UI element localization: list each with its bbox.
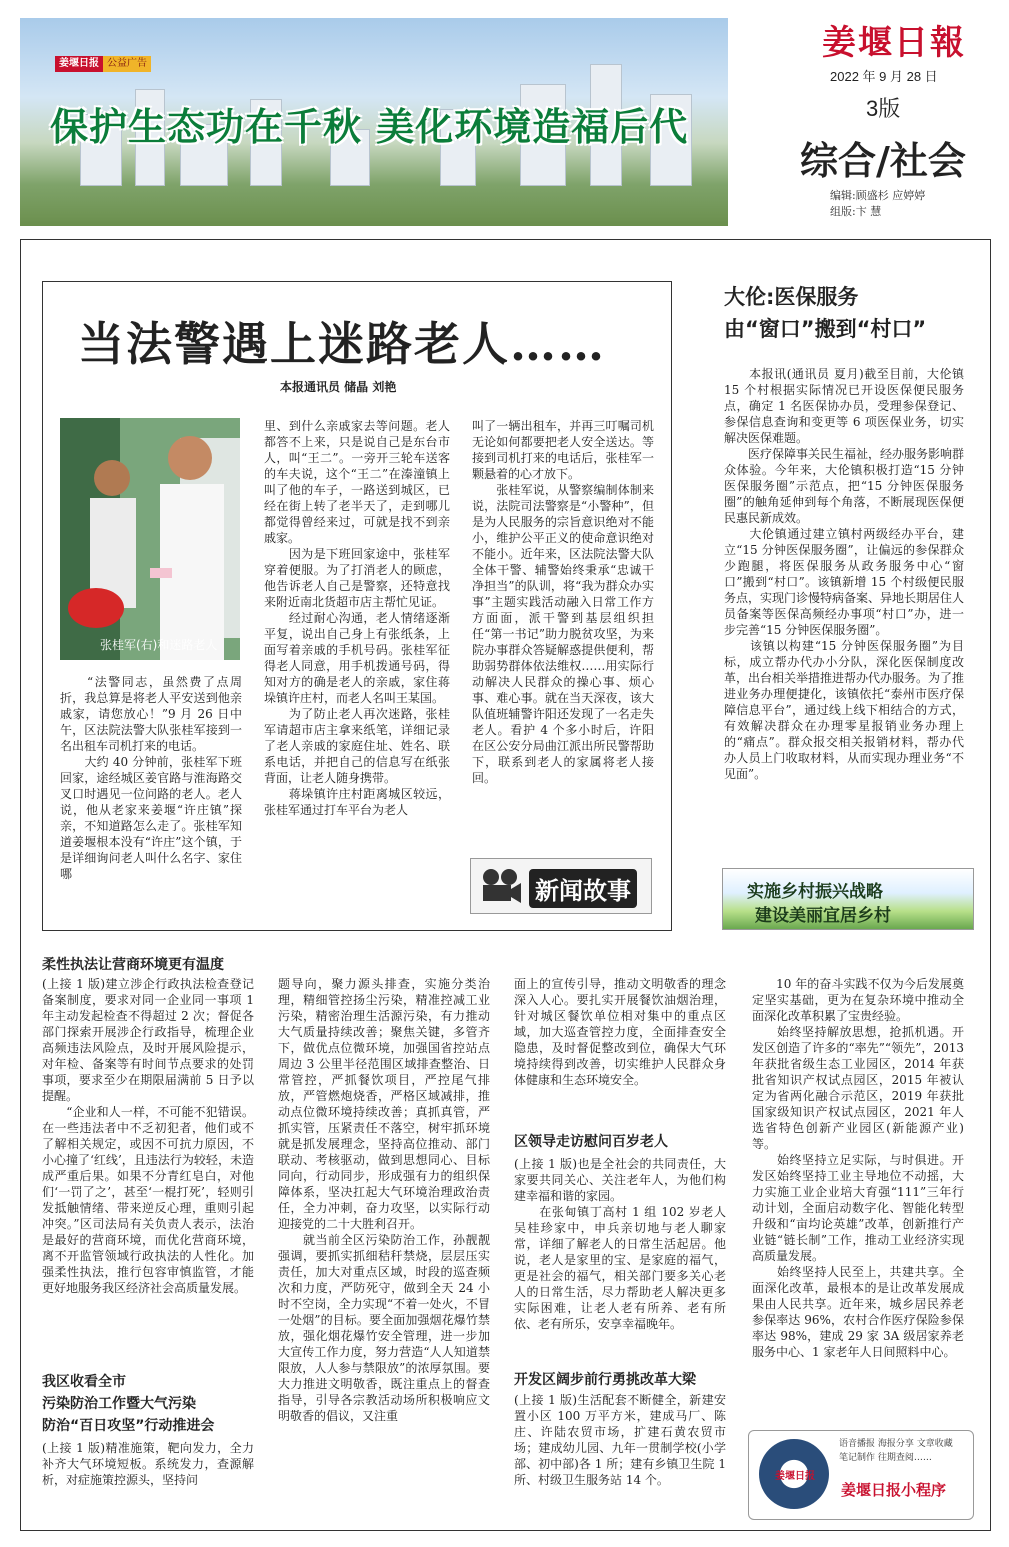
side-headline-line: 由“窗口”搬到“村口” [724,317,927,341]
banner-tag-paper: 姜堰日报 [55,56,103,72]
feature-column-3: 叫了一辆出租车，并再三叮嘱司机无论如何都要把老人安全送达。等接到司机打来的电话后，张桂军一颗悬着的心才放下。 张桂军说，从警察编制体制来说，法院司法警察是“小警种”，但是为人民服务的宗旨意识绝对不能小，维护公平正义的使命意识绝对不能小。近年来，区法院法警大队全体干警、辅警始终秉承“忠诚干净担当”的队训，将“我为群众办实事”主题实践活动融入日常工作方方面面，派干警到基层组织担任“第一书记”助力脱贫攻坚，为来院办事群众答疑解惑提供便利，帮助弱势群体依法维权……用实际行动解决人民群众的操心事、烦心事、难心事。就在当天深夜，该大队值班辅警许阳还发现了一名走失老人。看护 4 个多小时后，许阳在区公安分局曲江派出所民警帮助下，联系到老人的家属将老人接回。 [472,419,654,785]
editors-line: 编辑:顾盛杉 应婷婷 [830,189,926,202]
masthead-logo: 姜堰日報 [822,23,966,63]
feature-byline: 本报通讯员 储晶 刘艳 [280,380,397,394]
edition-number: 3版 [866,96,901,121]
miniprogram-features [839,1437,969,1465]
article-title: 柔性执法让营商环境更有温度 [42,957,224,973]
side-article-body: 本报讯(通讯员 夏月)截至目前，大伦镇 15 个村根据实际情况已开设医保便民服务点，确定 1 名医保协办员，受理参保登记、参保信息查询和变更等 6 项医保业务，切实解决医保难题。 医疗保障事关民生福祉，经办服务影响群众体验。今年来，大伦镇积极打造“15 分钟医保服务圈”示范点，把“15 分钟医保服务圈”的触角延伸到每个角落，不断展现医保便民惠民新成效。 大伦镇通过建立镇村两级经办平台，建立“15 分钟医保服务圈”，让偏远的参保群众少跑腿，将医保服务从政务服务中心“窗口”搬到“村口”。该镇新增 15 个村级便民服务点，实现门诊慢特病备案、异地长期居住人员备案等医保高频经办事项“村口”办，进一步完善“15 分钟医保服务圈”。 该镇以构建“15 分钟医保服务圈”为目标，成立帮办代办小分队，深化医保制度改革，出台相关举措推进帮办代办服务。为了推进业务办理便捷化，该镇依托“泰州市医疗保障信息平台”，通过线上线下相结合的方式，有效解决群众在办理零星报销业务办理上的“痛点”。群众报交相关报销材料，帮办代办人员上门收取材料，从而实现办理业务“不见面”。 [724,367,965,781]
article-body: (上接 1 版)生活配套不断健全，新建安置小区 100 万平方米，建成马厂、陈庄、许陆农贸市场，扩建石黄农贸市场；建成幼儿园、九年一贯制学校(小学部、初中部)各 1 所；建有乡镇卫生院 1 所、村级卫生服务站 14 个。 [514,1393,730,1487]
feature-column-1: “法警同志，虽然费了点周折，我总算是将老人平安送到他亲戚家，请您放心！”9 月 26 日中午，区法院法警大队张桂军接到一名出租车司机打来的电话。 大约 40 分钟前，张桂军下班回家，途经城区姜官路与淮海路交叉口时遇见一位问路的老人。老人说，他从老家来姜堰“许庄镇”探亲，不知道路怎么走了。张桂军知道姜堰根本没有“许庄”这个镇，于是详细询问老人叫什么名字、家住哪 [60,675,242,881]
miniprogram-name: 姜堰日报小程序 [841,1481,947,1499]
feature-headline: 当法警遇上迷路老人…… [78,317,606,371]
features-line: 语音播报 海报分享 文章收藏 [839,1439,953,1449]
issue-date: 2022 年 9 月 28 日 [830,69,938,84]
miniprogram-box [748,1430,974,1520]
article-body-continued: 10 年的奋斗实践不仅为今后发展奠定坚实基础，更为在复杂环境中推动全面深化改革积累了宝贵经验。 始终坚持解放思想，抢抓机遇。开发区创造了许多的“率先”“领先”，2013 年获批省级生态工业园区，2014 年获批省知识产权试点园区，2015 年被认定为省两化融合示范区，2019 年获批国家级知识产权试点园区，2021 年人选省特色创新产业园区(新能源产业)等。 始终坚持立足实际，与时俱进。开发区始终坚持工业主导地位不动摇，大力实施工业企业培大育强“111”三年行动计划，全面启动数字化、智能化转型升级和“亩均论英雄”改革，创新推行产业链“链长制”工作，推动工业经济实现高质量发展。 始终坚持人民至上，共建共享。全面深化改革，最根本的是让改革发展成果由人民共享。近年来，城乡居民养老参保率达 96%，农村合作医疗保险参保率达 98%，建成 29 家 3A 级居家养老服务中心、1 家老年人日间照料中心。 [752,977,964,1359]
article-title: 区领导走访慰问百岁老人 [514,1134,668,1150]
article-body: (上接 1 版)精准施策，靶向发力，全力补齐大气环境短板。系统发力，查源解析，对症施策控源头，坚持问 [42,1441,254,1487]
qr-logo-text: 姜堰日报 [775,1471,815,1482]
features-line: 笔记制作 往期查阅…… [839,1453,932,1463]
section-title: 综合/社会 [800,138,966,183]
layout-editor-line: 组版:卞 慧 [830,205,882,218]
side-headline [724,281,926,345]
article-title: 污染防治工作暨大气污染 [42,1396,196,1412]
banner-tag [55,56,151,72]
article-body: (上接 1 版)建立涉企行政执法检查登记备案制度，要求对同一企业同一事项 1 年主动发起检查不得超过 2 次；督促各部门探索开展涉企行政指导，梳理企业高频违法风险点，及时开展风险提示，对年检、备案等有时间节点要求的处罚事项，要求至少在期限届满前 5 日予以提醒。 “企业和人一样，不可能不犯错误。在一些违法者中不乏初犯者，他们或不了解相关规定，或因不可抗力原因，不小心撞了‘红线’，且违法行为较轻，未造成严重后果。如果不分青红皂白，对他们‘一罚了之’，甚至‘一棍打死’，轻则引发抵触情绪、带来逆反心理，重则引起冲突。”区司法局有关负责人表示，法治是最好的营商环境，而优化营商环境，离不开监管领域行政执法的人性化。加强柔性执法，推行包容审慎监管，才能更好地服务我区经济社会高质量发展。 [42,977,254,1295]
article-body-continued: 面上的宣传引导，推动文明敬香的理念深入人心。要扎实开展餐饮油烟治理，针对城区餐饮单位相对集中的重点区域，加大巡查管控力度，全面排查安全隐患，及时督促整改到位，确保大气环境持续得到改善，切实维护人民群众身体健康和生态环境安全。 [514,977,726,1087]
feature-photo [60,418,240,660]
news-story-badge [470,858,652,914]
article-body: (上接 1 版)也是全社会的共同责任，大家要共同关心、关注老年人，为他们构建幸福和谐的家园。 在张甸镇丁高村 1 组 102 岁老人吴桂珍家中，申兵亲切地与老人聊家常，详细了解老人的日常生活起居。他说，老人是家里的宝、是家庭的福气，更是社会的福气，相关部门要多关心老人的日常生活，尽力帮助老人解决更多实际困难，让老人老有所养、老有所依、老有所乐，安享幸福晚年。 [514,1157,726,1331]
article-title: 我区收看全市 [42,1374,126,1390]
editors-credit [830,188,925,220]
side-headline-line: 大伦:医保服务 [724,285,859,309]
article-title: 开发区阔步前行勇挑改革大梁 [514,1372,696,1388]
news-story-label: 新闻故事 [529,869,637,908]
rural-revitalization-ad [722,868,974,930]
video-camera-icon [479,867,523,905]
banner-tag-ad: 公益广告 [103,56,151,72]
public-service-ad-banner [20,18,728,226]
ad-line: 实施乡村振兴战略 [747,882,883,902]
photo-caption: 张桂军(右)和迷路老人 [100,638,218,652]
qr-code-icon[interactable] [759,1439,829,1509]
article-body-continued: 题导向，聚力源头排查，实施分类治理，精细管控扬尘污染，精准控减工业污染，精密治理生活源污染，有力推动大气质量持续改善；聚焦关键，多管齐下，做优点位微环境，加强国省控站点周边 3 公里半径范围区域排查整治、日常管控，严抓餐饮项目，严控尾气排放，严管燃炮烧香，严格区域减排，推动点位微环境持续改善；真抓真管，严抓实管，压紧责任不落空，树牢抓环境就是抓发展理念，坚持高位推动、部门联动、考核驱动，做到思想同心、目标同向，行动同步，形成强有力的组织保障体系，坚决扛起大气环境治理政治责任，全力冲刺，奋力攻坚，以实际行动迎接党的二十大胜利召开。 就当前全区污染防治工作，孙靓靓强调，要抓实抓细秸秆禁烧，层层压实责任，加大对重点区域，时段的巡查频次和力度，严防死守，做到全天 24 小时不空岗，全力实现“不着一处火，不冒一处烟”的目标。要全面加强烟花爆竹禁放，强化烟花爆竹安全管理，进一步加大宣传工作力度，努力营造“人人知道禁限放，人人参与禁限放”的浓厚氛围。要大力推进文明敬香，既注重点上的督查指导，引导各宗教活动场所积极响应文明敬香的倡议，又注重 [278,977,490,1423]
banner-slogan: 保护生态功在千秋 美化环境造福后代 [50,105,689,149]
article-title: 防治“百日攻坚”行动推进会 [42,1418,215,1434]
photo-illustration [60,418,240,660]
ad-line: 建设美丽宜居乡村 [755,906,891,926]
feature-column-2: 里、到什么亲戚家去等问题。老人都答不上来，只是说自己是东台市人，叫“王二”。一旁开三轮车送客的车夫说，这个“王二”在溱潼镇上叫了他的车子，一路送到城区，已经在街上转了老半天了，走到哪儿都觉得曾经来过，可就是找不到亲戚家。 因为是下班回家途中，张桂军穿着便服。为了打消老人的顾虑，他告诉老人自己是警察，还特意找来附近南北货超市店主帮忙见证。 经过耐心沟通，老人情绪逐渐平复，说出自己身上有张纸条，上面写着亲戚的手机号码。张桂军征得老人同意，用手机拨通号码，得知对方的确是老人的亲戚，家住蒋垛镇许庄村，而老人名叫王某国。 为了防止老人再次迷路，张桂军请超市店主拿来纸笔，详细记录了老人亲戚的家庭住址、姓名、联系电话，并把自己的信息写在纸张背面，让老人随身携带。 蒋垛镇许庄村距离城区较远，张桂军通过打车平台为老人 [264,419,450,817]
